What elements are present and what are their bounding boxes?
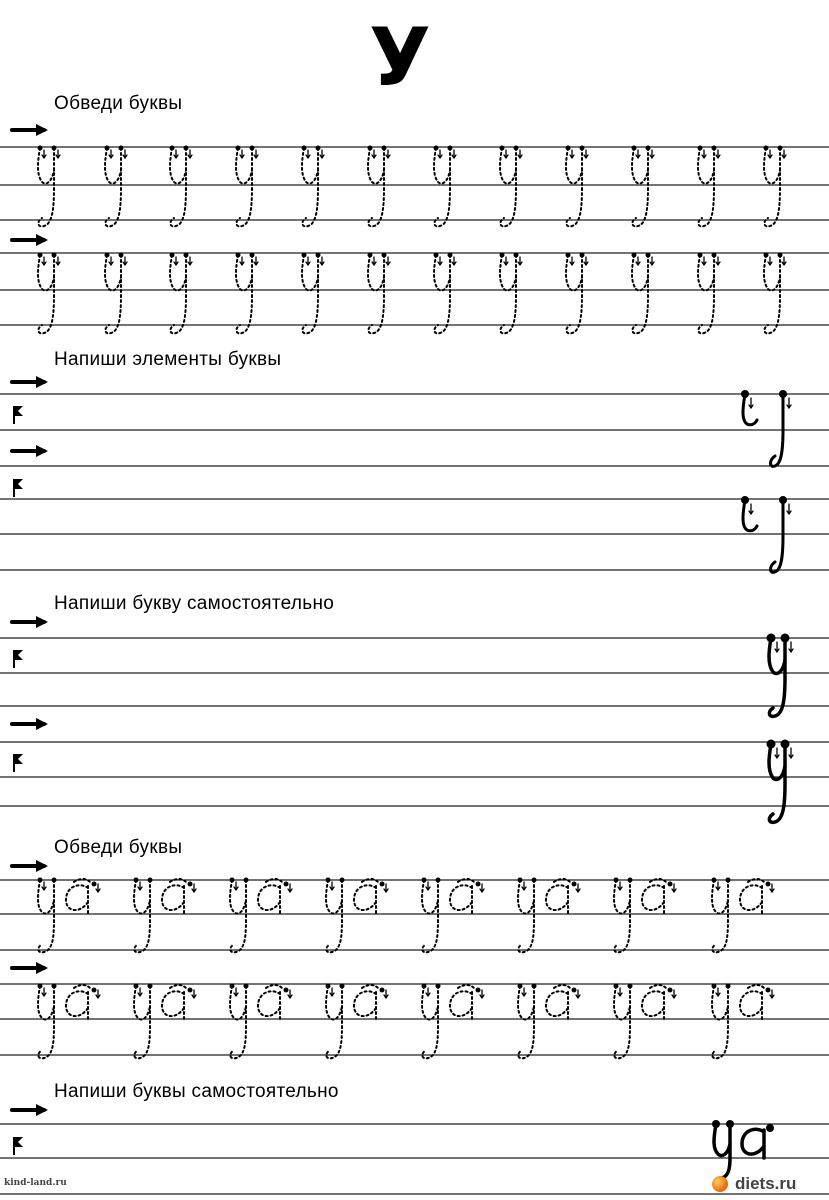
page-title-letter: У xyxy=(369,11,431,104)
trace-row-ua-2 xyxy=(38,984,775,1059)
arrow-right-icon xyxy=(12,124,48,136)
watermark-right: diets.ru xyxy=(735,1174,797,1193)
section-5-lines xyxy=(0,1124,829,1194)
arrow-right-icon xyxy=(12,445,48,457)
apple-logo-icon xyxy=(712,1176,728,1192)
flag-icon xyxy=(14,754,23,772)
section-heading-trace-letters-2: Обведи буквы xyxy=(54,837,183,858)
section-1-lines xyxy=(0,147,829,325)
section-heading-write-elements: Напиши элементы буквы xyxy=(54,349,282,370)
arrow-right-icon xyxy=(12,962,48,974)
arrow-right-icon xyxy=(12,234,48,246)
arrow-right-icon xyxy=(12,376,48,388)
flag-icon xyxy=(14,650,23,668)
sample-letter-u xyxy=(767,740,794,823)
section-2-lines xyxy=(0,394,829,570)
section-heading-write-letters: Напиши буквы самостоятельно xyxy=(54,1081,339,1102)
sample-letter-u xyxy=(767,634,794,717)
trace-row-u-1 xyxy=(38,146,787,227)
arrow-right-icon xyxy=(12,718,48,730)
sample-letters-ua xyxy=(712,1120,774,1178)
section-heading-write-letter: Напиши букву самостоятельно xyxy=(54,593,335,614)
arrow-right-icon xyxy=(12,616,48,628)
flag-icon xyxy=(14,406,23,424)
trace-row-ua-1 xyxy=(38,878,775,953)
sample-elements-u xyxy=(741,390,791,466)
arrow-right-icon xyxy=(12,1104,48,1116)
flag-icon xyxy=(14,1137,23,1155)
section-4-lines xyxy=(0,880,829,1055)
watermark-left: kind-land.ru xyxy=(4,1178,67,1188)
arrow-right-icon xyxy=(12,860,48,872)
trace-row-u-2 xyxy=(38,253,787,334)
flag-icon xyxy=(14,479,23,497)
section-heading-trace-letters: Обведи буквы xyxy=(54,93,183,114)
section-3-lines xyxy=(0,638,829,806)
